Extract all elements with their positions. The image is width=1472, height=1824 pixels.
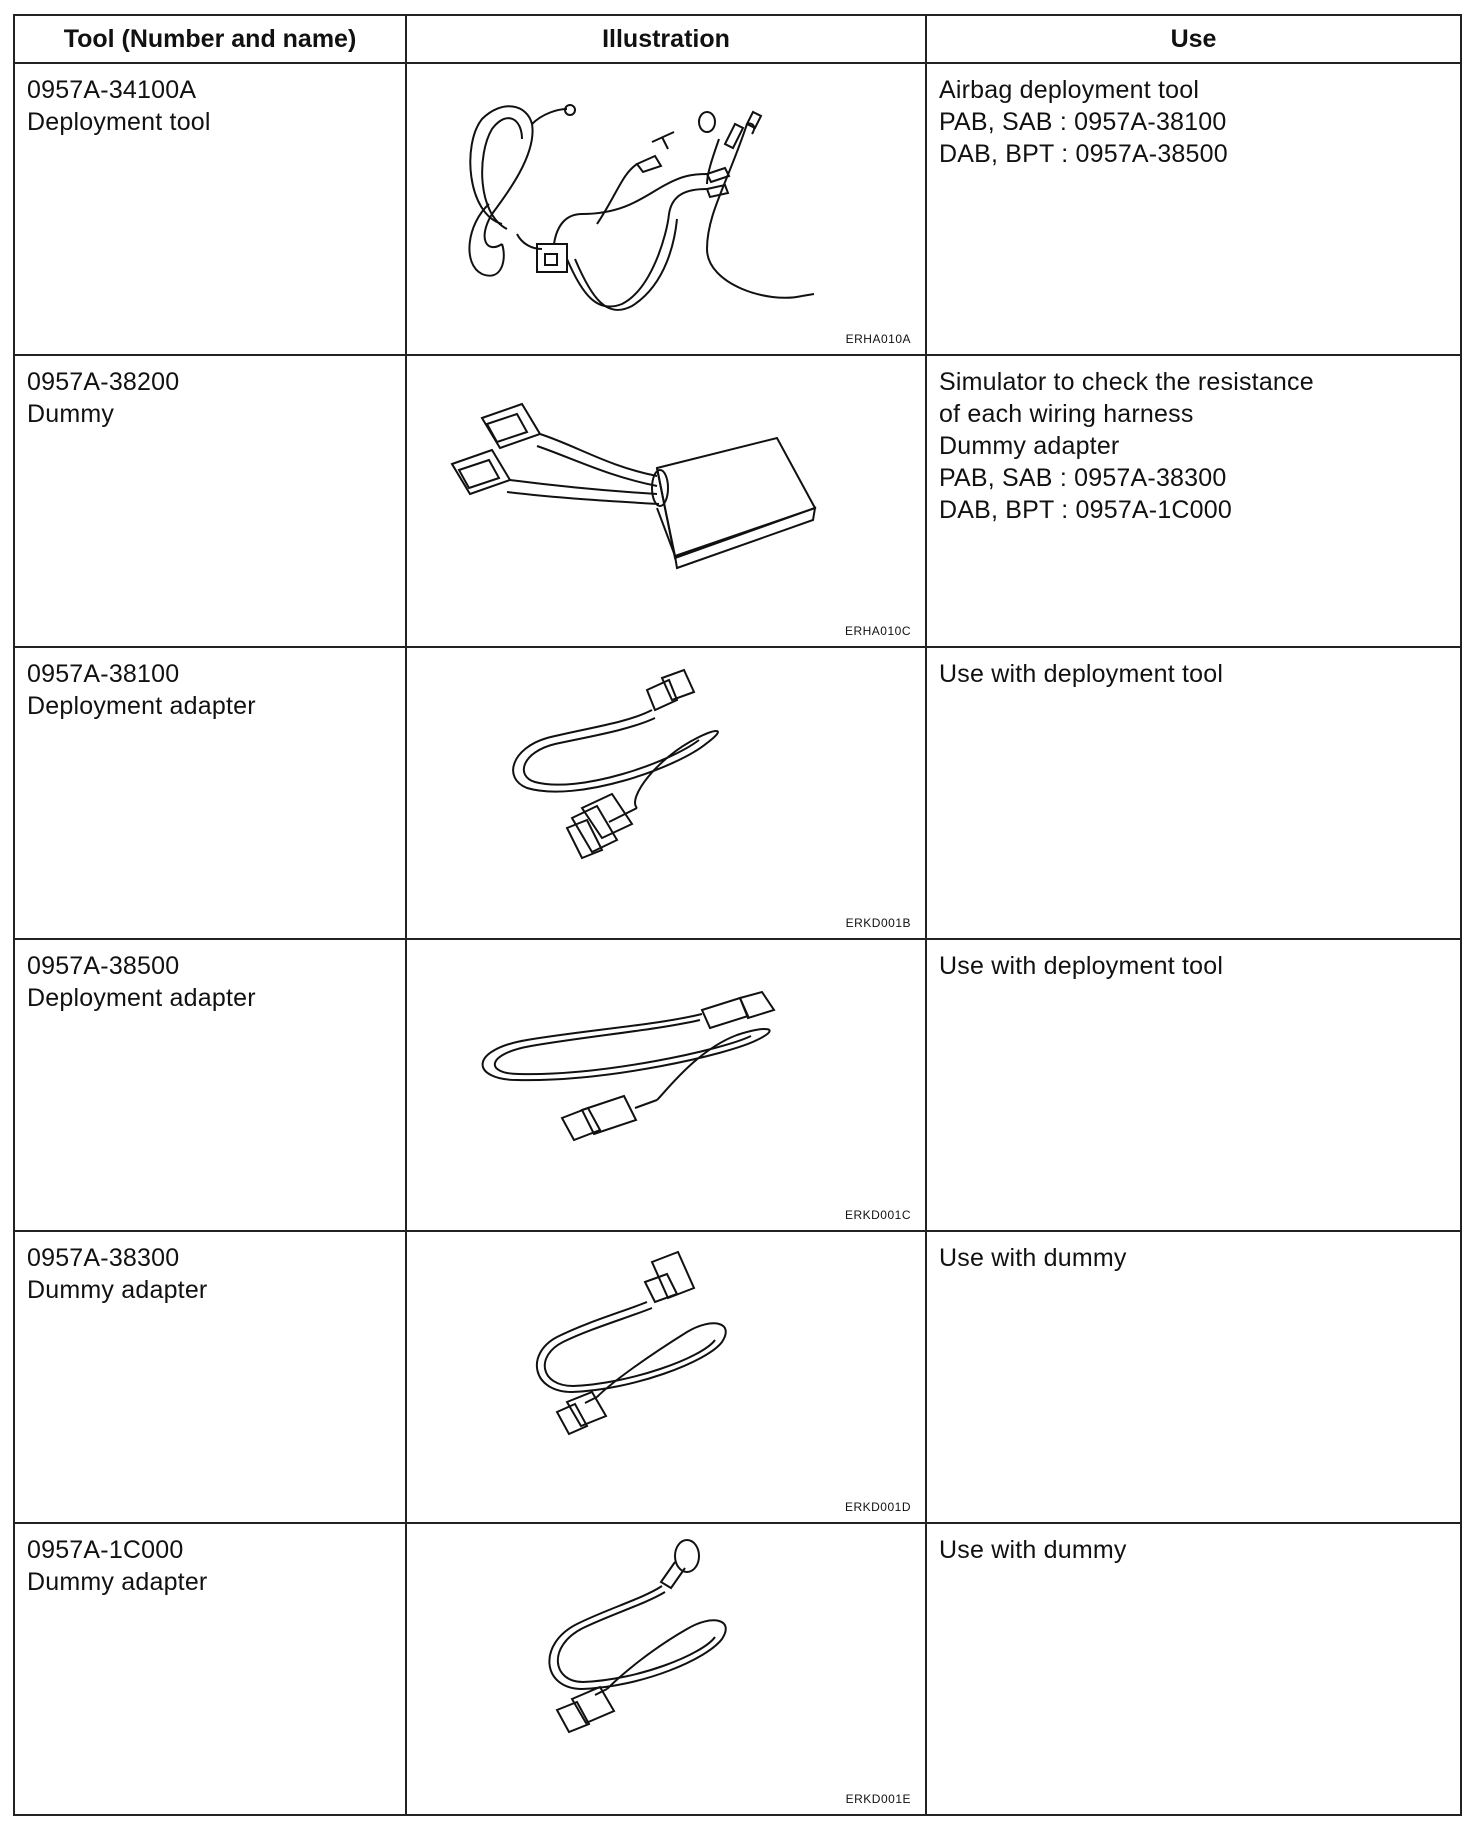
tool-cell (14, 355, 406, 647)
figure-code: ERKD001E (845, 1792, 911, 1806)
figure-code: ERHA010A (845, 332, 911, 346)
tool-number: 0957A-34100A (27, 76, 197, 104)
figure-code: ERKD001D (844, 1500, 911, 1514)
use-line: of each wiring harness (939, 400, 1194, 428)
use-line: DAB, BPT : 0957A-38500 (939, 140, 1228, 168)
table-row (14, 647, 1461, 939)
tool-name: Deployment adapter (27, 984, 256, 1012)
dummy-adapter-illustration (407, 1232, 925, 1522)
tool-number: 0957A-1C000 (27, 1536, 184, 1564)
dummy-box-illustration (407, 356, 925, 646)
use-line: Use with deployment tool (939, 660, 1224, 688)
tool-name: Deployment adapter (27, 692, 256, 720)
tool-cell (14, 939, 406, 1231)
use-line: Use with deployment tool (939, 952, 1224, 980)
tool-number: 0957A-38300 (27, 1244, 180, 1272)
table-row (14, 1231, 1461, 1523)
tool-number: 0957A-38500 (27, 952, 180, 980)
deployment-adapter-long-illustration (407, 940, 925, 1230)
illustration-cell (406, 939, 926, 1231)
special-tools-table (13, 14, 1462, 1816)
tool-cell (14, 1231, 406, 1523)
header-tool: Tool (Number and name) (14, 15, 406, 63)
header-row (14, 15, 1461, 63)
use-line: Simulator to check the resistance (939, 368, 1314, 396)
table-row (14, 939, 1461, 1231)
use-line: Use with dummy (939, 1536, 1127, 1564)
use-cell (926, 355, 1461, 647)
use-cell (926, 63, 1461, 355)
tool-cell (14, 647, 406, 939)
tool-number: 0957A-38100 (27, 660, 180, 688)
figure-code: ERKD001B (845, 916, 911, 930)
use-cell (926, 939, 1461, 1231)
tool-name: Dummy adapter (27, 1568, 208, 1596)
dummy-adapter-round-illustration (407, 1524, 925, 1814)
use-line: Use with dummy (939, 1244, 1127, 1272)
use-line: PAB, SAB : 0957A-38100 (939, 108, 1227, 136)
table-row (14, 1523, 1461, 1815)
illustration-cell (406, 1231, 926, 1523)
tool-cell (14, 1523, 406, 1815)
use-line: PAB, SAB : 0957A-38300 (939, 464, 1227, 492)
figure-code: ERKD001C (844, 1208, 911, 1222)
header-illustration: Illustration (406, 15, 926, 63)
use-line: Airbag deployment tool (939, 76, 1200, 104)
illustration-cell (406, 63, 926, 355)
use-line: Dummy adapter (939, 432, 1120, 460)
use-cell (926, 647, 1461, 939)
illustration-cell (406, 1523, 926, 1815)
tool-name: Dummy (27, 400, 115, 428)
deployment-adapter-illustration (407, 648, 925, 938)
use-line: DAB, BPT : 0957A-1C000 (939, 496, 1232, 524)
table-row (14, 355, 1461, 647)
illustration-cell (406, 647, 926, 939)
header-use: Use (926, 15, 1461, 63)
figure-code: ERHA010C (844, 624, 911, 638)
table-row (14, 63, 1461, 355)
tool-number: 0957A-38200 (27, 368, 180, 396)
tool-name: Deployment tool (27, 108, 211, 136)
use-cell (926, 1523, 1461, 1815)
use-cell (926, 1231, 1461, 1523)
tool-cell (14, 63, 406, 355)
tool-name: Dummy adapter (27, 1276, 208, 1304)
illustration-cell (406, 355, 926, 647)
deployment-tool-illustration (407, 64, 925, 354)
